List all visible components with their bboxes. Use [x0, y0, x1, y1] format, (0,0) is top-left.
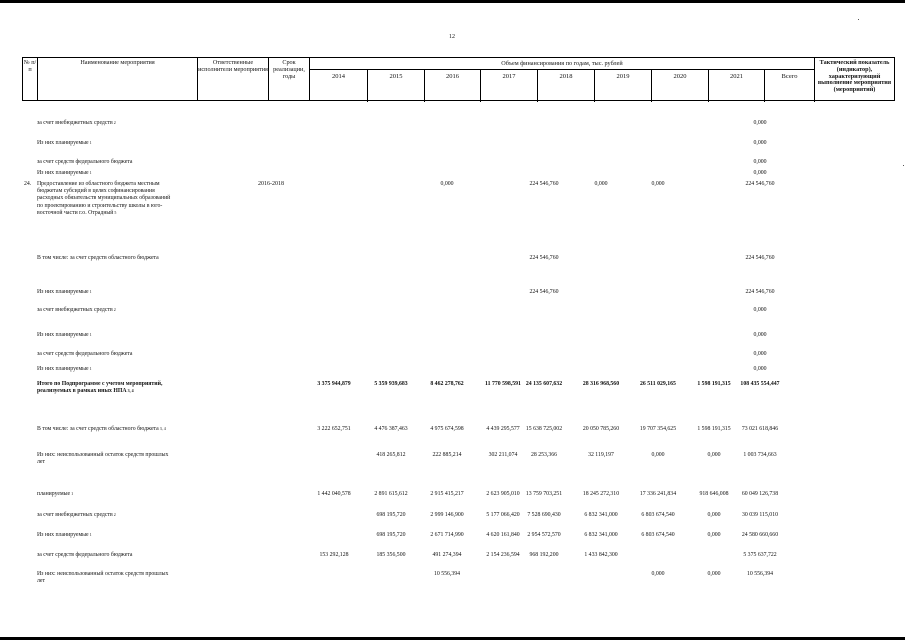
- row-value: 30 039 115,010: [741, 512, 778, 518]
- row-value: 1 433 842,300: [584, 552, 618, 558]
- row-label: Предоставление из областного бюджета местным бюджетам субсидий в целях софинансирования расходных обязательств муниципальных образований по проектированию и строительству школы в юго-восточной части г.о. Отрадный $^5$: [37, 181, 171, 216]
- row-value: 224 546,760: [529, 181, 559, 187]
- row-value: 0,000: [707, 512, 721, 518]
- header-funding: Объем финансирования по годам, тыс. рублей: [310, 58, 815, 70]
- row-value: 8 462 278,762: [430, 381, 464, 387]
- header-year-7: 2021: [709, 70, 765, 102]
- row-value: 1 598 191,315: [697, 381, 731, 387]
- header-indicator: Тактический показатель (индикатор), характеризующий выполнение мероприятия (мероприятий): [817, 59, 892, 94]
- row-value: 15 638 725,002: [525, 426, 563, 432]
- row-value: 5 359 939,683: [374, 381, 408, 387]
- row-value: 26 511 029,165: [640, 381, 676, 387]
- row-value: 19 707 354,625: [639, 426, 677, 432]
- row-value: 491 274,394: [432, 552, 462, 558]
- row-label: за счет внебюджетных средств $^2$: [37, 512, 116, 518]
- row-value: 11 770 598,591: [485, 381, 521, 387]
- row-value: 60 049 126,738: [741, 491, 779, 497]
- row-value: 224 546,760: [745, 289, 775, 295]
- row-value: 73 021 618,846: [741, 426, 779, 432]
- row-value: 28 316 968,560: [582, 381, 620, 387]
- row-label: Итого по Подпрограмме с учетом мероприятий, реализуемых в рамках иных НПА $^{3, 4}$: [37, 381, 163, 395]
- row-value: 0,000: [707, 532, 721, 538]
- row-value: 17 336 241,834: [639, 491, 677, 497]
- row-label: за счет внебюджетных средств $^2$: [37, 307, 116, 313]
- row-value: 24 580 660,660: [741, 532, 779, 538]
- row-value: 0,000: [651, 452, 665, 458]
- row-value: 108 435 554,447: [740, 381, 780, 387]
- row-value: 0,000: [753, 159, 767, 165]
- header-responsible: Ответственные исполнители мероприятия: [198, 58, 269, 100]
- row-value: 2 954 572,570: [527, 532, 561, 538]
- row-value: 418 265,812: [376, 452, 406, 458]
- row-label: за счет средств федерального бюджета: [37, 351, 133, 357]
- row-value: 224 546,760: [745, 255, 775, 261]
- row-value: 0,000: [440, 181, 454, 187]
- row-label: за счет средств федерального бюджета: [37, 159, 133, 165]
- row-value: 20 050 785,260: [582, 426, 620, 432]
- table-header: [22, 57, 895, 101]
- row-value: 5 177 066,420: [486, 512, 520, 518]
- row-value: 6 832 341,000: [584, 512, 618, 518]
- row-value: 2 891 615,612: [374, 491, 408, 497]
- row-value: 0,000: [753, 366, 767, 372]
- row-value: 6 803 674,540: [641, 512, 675, 518]
- row-label: Из них планируемые $^1$: [37, 532, 92, 538]
- row-value: 6 803 674,540: [641, 532, 675, 538]
- row-value: 153 292,128: [319, 552, 349, 558]
- row-value: 0,000: [753, 170, 767, 176]
- header-year-2: 2016: [425, 70, 481, 102]
- row-period: 2016-2018: [258, 181, 284, 187]
- row-value: 3 222 652,751: [317, 426, 351, 432]
- row-value: 0,000: [707, 571, 721, 577]
- header-year-6: 2020: [652, 70, 709, 102]
- row-value: 0,000: [753, 351, 767, 357]
- row-label: Из них планируемые $^1$: [37, 140, 92, 146]
- row-value: 0,000: [753, 332, 767, 338]
- row-value: 918 646,008: [699, 491, 729, 497]
- header-year-4: 2018: [538, 70, 595, 102]
- row-label: Из них планируемые $^1$: [37, 366, 92, 372]
- row-label: за счет средств федерального бюджета: [37, 552, 133, 558]
- row-value: 1 598 191,315: [697, 426, 731, 432]
- row-label: планируемые $^1$: [37, 491, 74, 497]
- row-value: 2 671 714,990: [430, 532, 464, 538]
- header-year-0: 2014: [310, 70, 368, 102]
- row-label: В том числе: за счет средств областного бюджета $^{3, 4}$: [37, 426, 166, 432]
- row-value: 1 442 040,578: [317, 491, 351, 497]
- row-label: Из них планируемые $^1$: [37, 170, 92, 176]
- row-value: 0,000: [753, 307, 767, 313]
- header-year-8: Всего: [765, 70, 815, 102]
- row-value: 302 211,074: [488, 452, 518, 458]
- header-year-1: 2015: [368, 70, 425, 102]
- row-value: 968 192,200: [529, 552, 559, 558]
- row-value: 0,000: [753, 140, 767, 146]
- row-value: 6 832 341,000: [584, 532, 618, 538]
- row-number: 24.: [24, 181, 32, 187]
- row-value: 185 356,500: [376, 552, 406, 558]
- row-value: 4 439 295,577: [486, 426, 520, 432]
- row-value: 24 135 607,632: [525, 381, 563, 387]
- row-value: 2 915 415,217: [430, 491, 464, 497]
- row-label: Из них: неиспользованный остаток средств прошлых лет: [37, 452, 169, 466]
- row-value: 222 885,214: [432, 452, 462, 458]
- header-period: Срок реализации, годы: [269, 58, 310, 100]
- row-value: 13 759 703,251: [525, 491, 563, 497]
- row-value: 0,000: [707, 452, 721, 458]
- row-value: 0,000: [651, 181, 665, 187]
- row-value: 5 375 637,722: [743, 552, 777, 558]
- scan-top-edge: [0, 0, 905, 3]
- row-value: 18 245 272,310: [582, 491, 620, 497]
- row-value: 0,000: [651, 571, 665, 577]
- row-label: за счет внебюджетных средств $^2$: [37, 120, 116, 126]
- header-num: № п/п: [23, 58, 38, 100]
- row-value: 698 195,720: [376, 532, 406, 538]
- row-value: 224 546,760: [529, 255, 559, 261]
- header-year-5: 2019: [595, 70, 652, 102]
- row-value: 10 556,394: [746, 571, 774, 577]
- row-value: 2 154 236,594: [486, 552, 520, 558]
- row-label: Из них планируемые $^1$: [37, 289, 92, 295]
- row-value: 698 195,720: [376, 512, 406, 518]
- row-value: 224 546,760: [529, 289, 559, 295]
- row-label: Из них планируемые $^1$: [37, 332, 92, 338]
- row-value: 7 528 690,430: [527, 512, 561, 518]
- row-value: 224 546,760: [745, 181, 775, 187]
- page-number: 12: [449, 34, 455, 40]
- row-value: 4 975 674,598: [430, 426, 464, 432]
- row-value: 0,000: [753, 120, 767, 126]
- row-value: 1 003 734,663: [743, 452, 777, 458]
- header-name: Наименование мероприятия: [38, 58, 198, 100]
- header-year-3: 2017: [481, 70, 538, 102]
- row-value: 28 253,366: [530, 452, 558, 458]
- row-label: В том числе: за счет средств областного бюджета: [37, 255, 159, 261]
- row-value: 2 999 146,900: [430, 512, 464, 518]
- row-value: 32 119,197: [588, 452, 614, 458]
- row-label: Из них: неиспользованный остаток средств прошлых лет: [37, 571, 169, 585]
- row-value: 2 623 905,010: [486, 491, 520, 497]
- row-value: 4 476 387,463: [374, 426, 408, 432]
- row-value: 4 620 161,840: [486, 532, 520, 538]
- row-value: 3 375 944,879: [317, 381, 351, 387]
- row-value: 10 556,394: [433, 571, 461, 577]
- row-value: 0,000: [594, 181, 608, 187]
